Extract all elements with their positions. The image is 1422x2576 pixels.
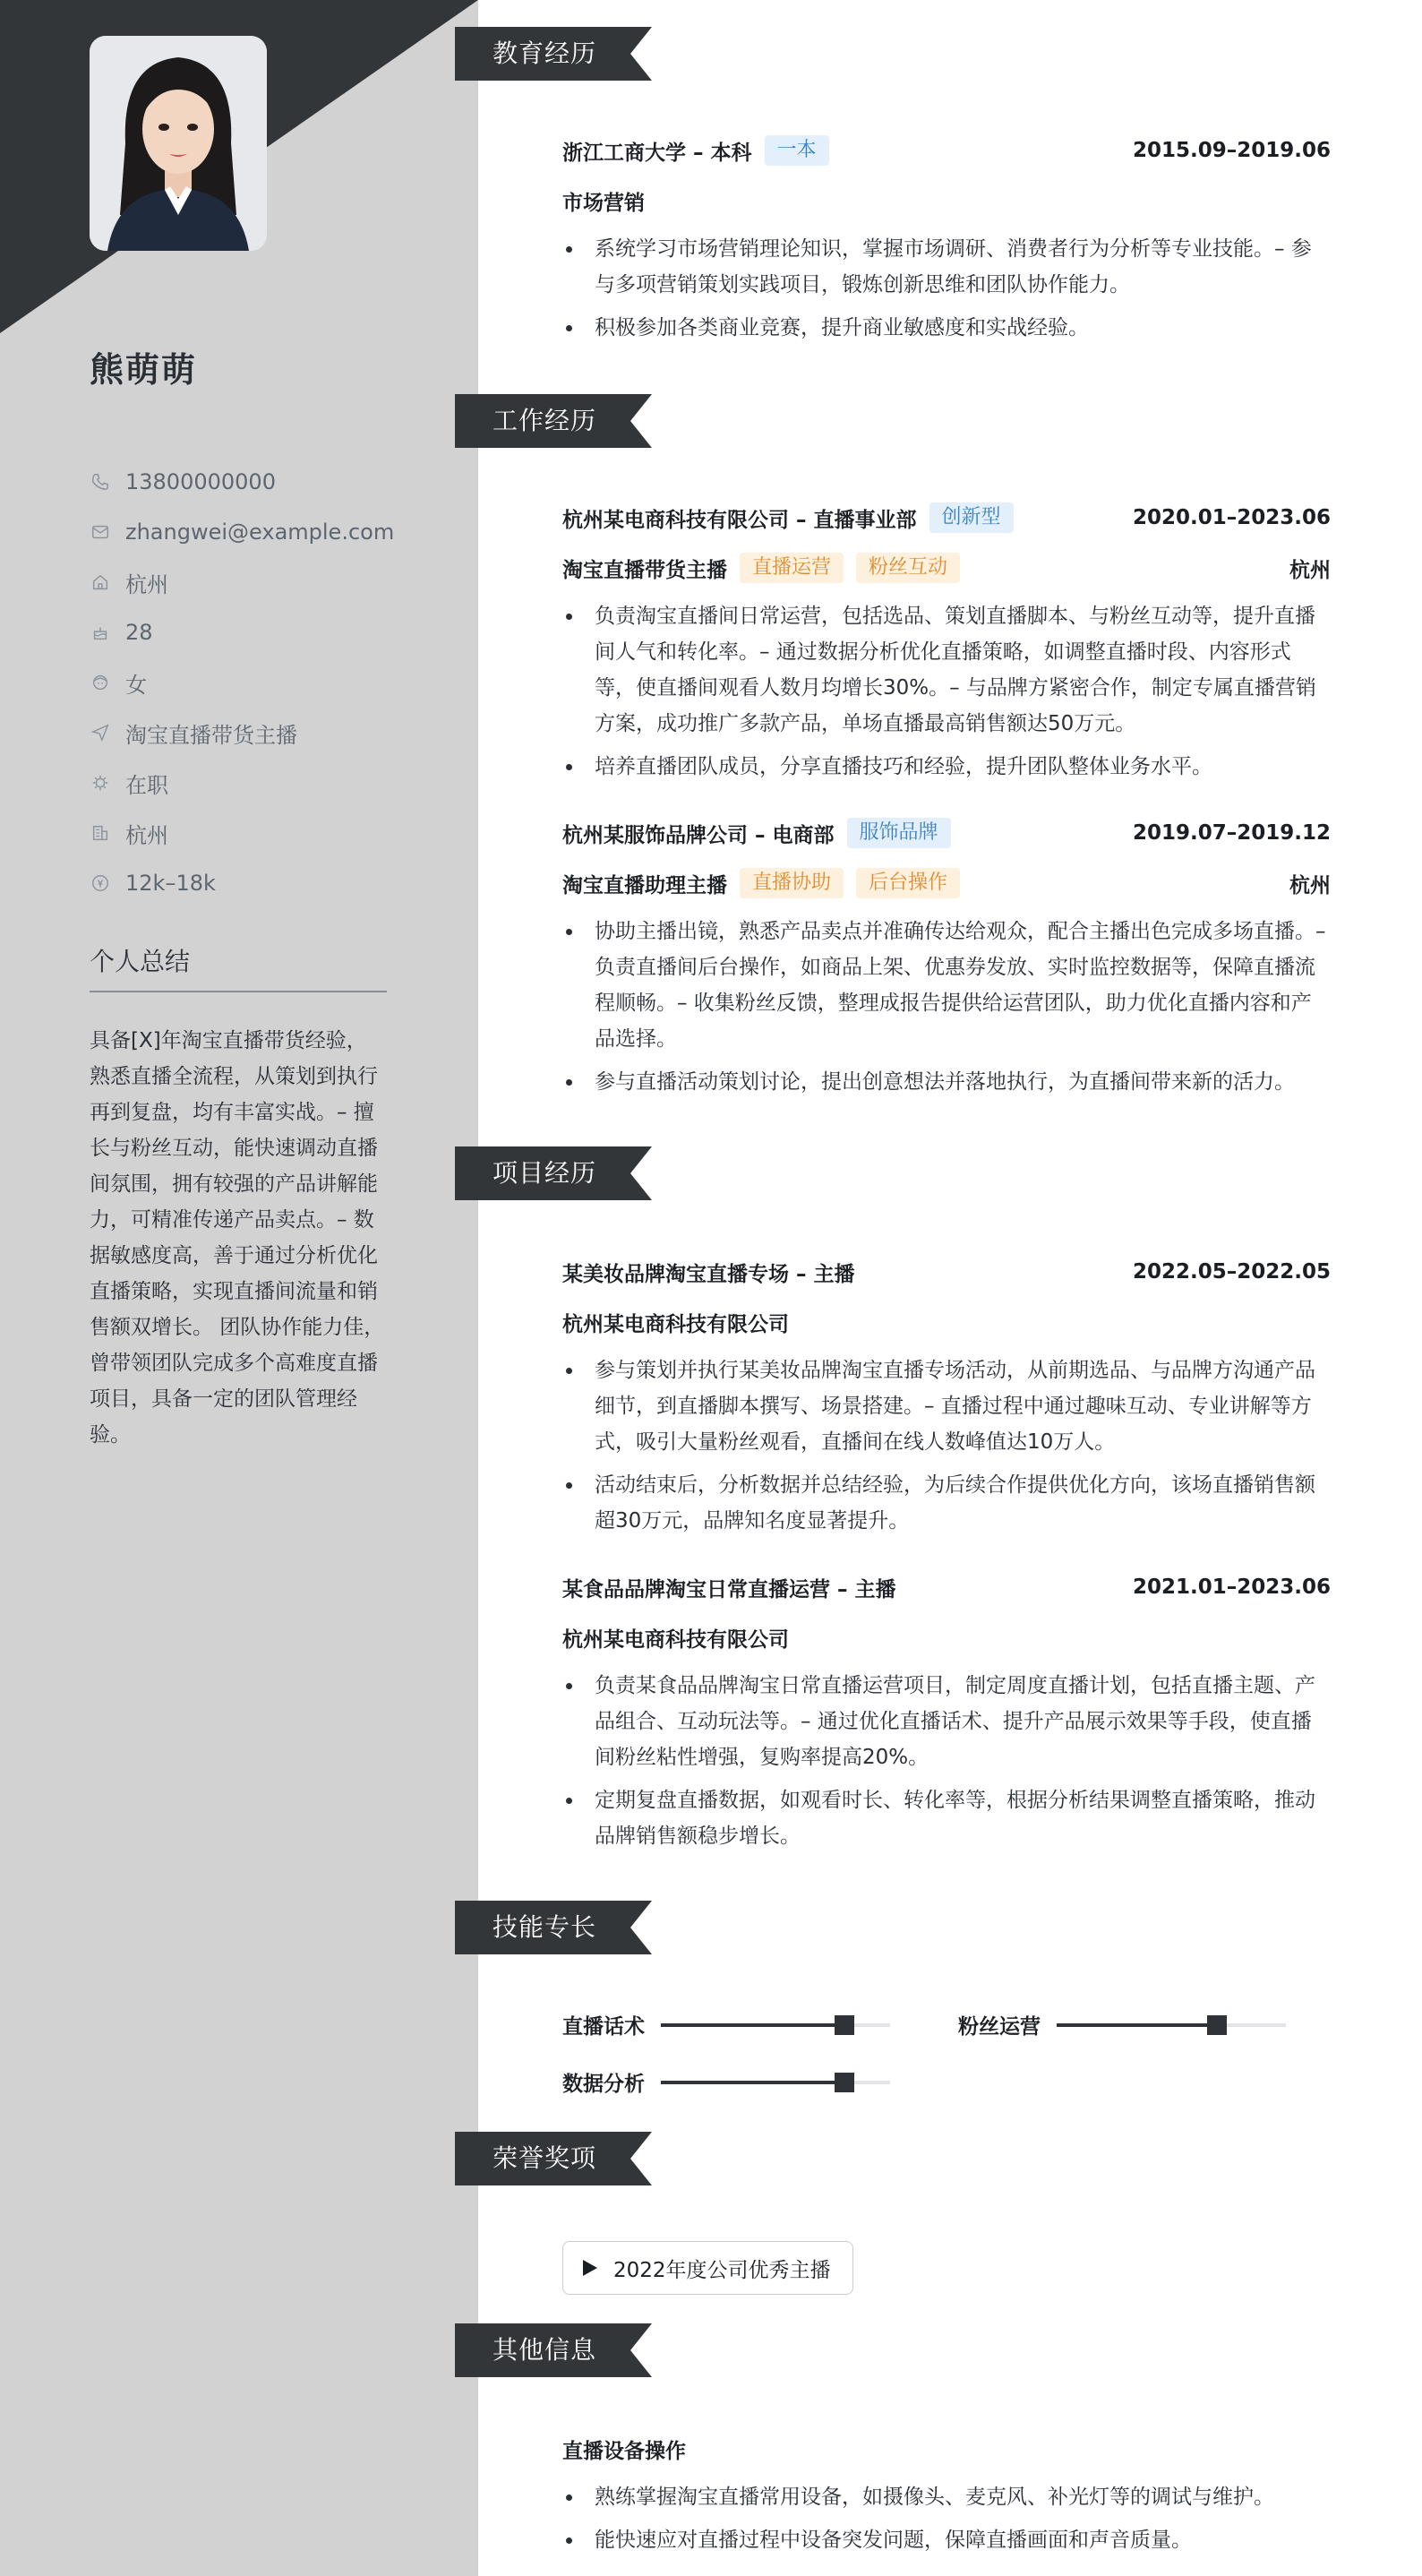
bullet-item: 参与策划并执行某美妆品牌淘宝直播专场活动，从前期选品、与品牌方沟通产品细节，到直播脚本撰写、场景搭建。– 直播过程中通过趣味互动、专业讲解等方式，吸引大量粉丝观看，直播间在线人数峰值达10万人。 (562, 1352, 1331, 1460)
skill-bar-fill (661, 2081, 844, 2084)
send-icon (90, 722, 111, 743)
building-icon (90, 822, 111, 844)
skill-tag: 直播协助 (740, 868, 844, 898)
status-text: 在职 (125, 772, 168, 798)
info-gender (90, 657, 394, 708)
email-text: zhangwei@example.com (125, 519, 395, 545)
section-skills-header (455, 1901, 652, 1954)
info-email (90, 507, 394, 557)
project-date: 2022.05–2022.05 (1132, 1260, 1331, 1284)
skill-bar (1057, 2023, 1286, 2027)
project-header-row (562, 1569, 1331, 1605)
salary-icon (90, 872, 111, 894)
contact-info-list (90, 457, 394, 908)
section-honors-header (455, 2132, 652, 2185)
project-company-row (562, 1619, 1331, 1655)
salary-text: 12k–18k (125, 871, 216, 896)
work-header-row (562, 815, 1331, 851)
section-education-header (455, 27, 652, 81)
work-date: 2020.01–2023.06 (1132, 506, 1331, 529)
role-row (562, 865, 1331, 901)
info-phone (90, 457, 394, 507)
age-text: 28 (125, 620, 153, 645)
project-bullets (562, 1668, 1331, 1854)
gender-icon (90, 672, 111, 693)
role: 淘宝直播助理主播 (562, 873, 727, 897)
bullet-item: 负责淘宝直播间日常运营，包括选品、策划直播脚本、与粉丝互动等，提升直播间人气和转化率。– 通过数据分析优化直播策略，如调整直播时段、内容形式等，使直播间观看人数月均增长30%。– 与品牌方紧密合作，制定专属直播营销方案，成功推广多款产品，单场直播最高销售额达50万元。 (562, 598, 1331, 742)
project-title: 某食品品牌淘宝日常直播运营 – 主播 (562, 1577, 896, 1601)
avatar (90, 36, 267, 251)
info-age (90, 607, 394, 657)
play-icon (583, 2260, 597, 2276)
work-bullets (562, 914, 1331, 1100)
company-tag: 服饰品牌 (847, 818, 951, 848)
location-text: 杭州 (125, 571, 168, 597)
skill-bar-knob (835, 2015, 854, 2035)
major-row (562, 183, 1331, 219)
project-date: 2021.01–2023.06 (1132, 1576, 1331, 1599)
work-city: 杭州 (1289, 873, 1331, 897)
honor-badge (562, 2241, 853, 2295)
bullet-item: 协助主播出镜，熟悉产品卖点并准确传达给观众，配合主播出色完成多场直播。– 负责直播间后台操作，如商品上架、优惠券发放、实时监控数据等，保障直播流程顺畅。– 收集粉丝反馈，整理成报告提供给运营团队，助力优化直播内容和产品选择。 (562, 914, 1331, 1057)
info-status (90, 758, 394, 808)
role: 淘宝直播带货主播 (562, 558, 727, 582)
cake-icon (90, 622, 111, 643)
project-entry (562, 1569, 1331, 1861)
sidebar (0, 0, 478, 2576)
mail-icon (90, 521, 111, 543)
work-header-row (562, 500, 1331, 536)
city-text: 杭州 (125, 822, 168, 848)
company-name: 杭州某电商科技有限公司 – 直播事业部 (562, 508, 917, 532)
project-bullets (562, 1352, 1331, 1539)
info-job-intent (90, 708, 394, 758)
bullet-item: 活动结束后，分析数据并总结经验，为后续合作提供优化方向，该场直播销售额超30万元，品牌知名度显著提升。 (562, 1467, 1331, 1539)
skill-bar-knob (835, 2073, 854, 2092)
project-header-row (562, 1254, 1331, 1290)
education-date: 2015.09–2019.06 (1132, 139, 1331, 162)
bullet-item: 负责某食品品牌淘宝日常直播运营项目，制定周度直播计划，包括直播主题、产品组合、互动玩法等。– 通过优化直播话术、提升产品展示效果等手段，使直播间粉丝粘性增强，复购率提高20%。 (562, 1668, 1331, 1775)
phone-icon (90, 471, 111, 493)
skill-item (562, 2010, 890, 2039)
skill-bar-fill (1057, 2023, 1217, 2027)
bullet-item: 熟练掌握淘宝直播常用设备，如摄像头、麦克风、补光灯等的调试与维护。 (562, 2479, 1331, 2515)
bullet-item: 能快速应对直播过程中设备突发问题，保障直播画面和声音质量。 (562, 2522, 1331, 2558)
work-city: 杭州 (1289, 558, 1331, 582)
work-entry (562, 815, 1331, 1107)
work-date: 2019.07–2019.12 (1132, 821, 1331, 845)
section-title: 教育经历 (493, 39, 597, 68)
gender-text: 女 (125, 672, 147, 698)
info-city (90, 808, 394, 858)
bullet-item: 积极参加各类商业竞赛，提升商业敏感度和实战经验。 (562, 310, 1331, 346)
skill-tag: 后台操作 (856, 868, 960, 898)
skill-bar (661, 2023, 890, 2027)
education-header-row (562, 133, 1331, 168)
phone-text: 13800000000 (125, 469, 276, 494)
work-bullets (562, 598, 1331, 785)
role-row (562, 550, 1331, 586)
work-entry (562, 500, 1331, 792)
skill-name: 直播话术 (562, 2015, 645, 2039)
bullet-item: 参与直播活动策划讨论，提出创意想法并落地执行，为直播间带来新的活力。 (562, 1064, 1331, 1100)
project-title: 某美妆品牌淘宝直播专场 – 主播 (562, 1262, 855, 1286)
project-entry (562, 1254, 1331, 1546)
skill-bar-knob (1207, 2015, 1227, 2035)
section-title: 技能专长 (493, 1912, 597, 1942)
project-company: 杭州某电商科技有限公司 (562, 1312, 789, 1336)
bullet-item: 定期复盘直播数据，如观看时长、转化率等，根据分析结果调整直播策略，推动品牌销售额稳步增长。 (562, 1782, 1331, 1854)
bullet-item: 培养直播团队成员，分享直播技巧和经验，提升团队整体业务水平。 (562, 749, 1331, 785)
other-bullets (562, 2479, 1331, 2558)
info-location (90, 557, 394, 607)
candidate-name: 熊萌萌 (90, 350, 198, 390)
skill-name: 数据分析 (562, 2073, 645, 2096)
skill-bar-fill (661, 2023, 844, 2027)
job-intent-text: 淘宝直播带货主播 (125, 722, 297, 748)
home-icon (90, 571, 111, 593)
major: 市场营销 (562, 191, 645, 215)
education-bullets (562, 231, 1331, 346)
section-projects-header (455, 1146, 652, 1200)
section-title: 荣誉奖项 (493, 2143, 597, 2173)
skill-tag: 粉丝互动 (856, 553, 960, 583)
company-tag: 创新型 (929, 502, 1014, 533)
other-entry (562, 2431, 1331, 2565)
section-title: 工作经历 (493, 406, 597, 435)
skill-bar (661, 2081, 890, 2084)
school-name: 浙江工商大学 – 本科 (562, 141, 752, 165)
school-tag: 一本 (765, 135, 829, 166)
other-title: 直播设备操作 (562, 2439, 686, 2463)
education-entry (562, 133, 1331, 353)
skill-item (562, 2067, 890, 2097)
skill-tag: 直播运营 (740, 553, 844, 583)
skill-item (958, 2010, 1286, 2039)
other-title-row (562, 2431, 1331, 2467)
bullet-item: 系统学习市场营销理论知识，掌握市场调研、消费者行为分析等专业技能。– 参与多项营销策划实践项目，锻炼创新思维和团队协作能力。 (562, 231, 1331, 303)
summary-title: 个人总结 (90, 942, 387, 992)
section-work-header (455, 394, 652, 448)
honor-text: 2022年度公司优秀主播 (613, 2258, 831, 2282)
status-icon (90, 772, 111, 794)
section-other-header (455, 2323, 652, 2377)
project-company: 杭州某电商科技有限公司 (562, 1627, 789, 1652)
project-company-row (562, 1304, 1331, 1340)
skill-name: 粉丝运营 (958, 2015, 1041, 2039)
section-title: 项目经历 (493, 1158, 597, 1188)
info-salary (90, 858, 394, 908)
summary-text: 具备[X]年淘宝直播带货经验，熟悉直播全流程，从策划到执行再到复盘，均有丰富实战。– 擅长与粉丝互动，能快速调动直播间氛围，拥有较强的产品讲解能力，可精准传递产品卖点。– 数据敏感度高，善于通过分析优化直播策略，实现直播间流量和销售额双增长。 团队协作能力佳，曾带领团队完成多个高难度直播项目，具备一定的团队管理经验。 (90, 1029, 385, 1447)
section-title: 其他信息 (493, 2335, 597, 2365)
company-name: 杭州某服饰品牌公司 – 电商部 (562, 823, 835, 847)
